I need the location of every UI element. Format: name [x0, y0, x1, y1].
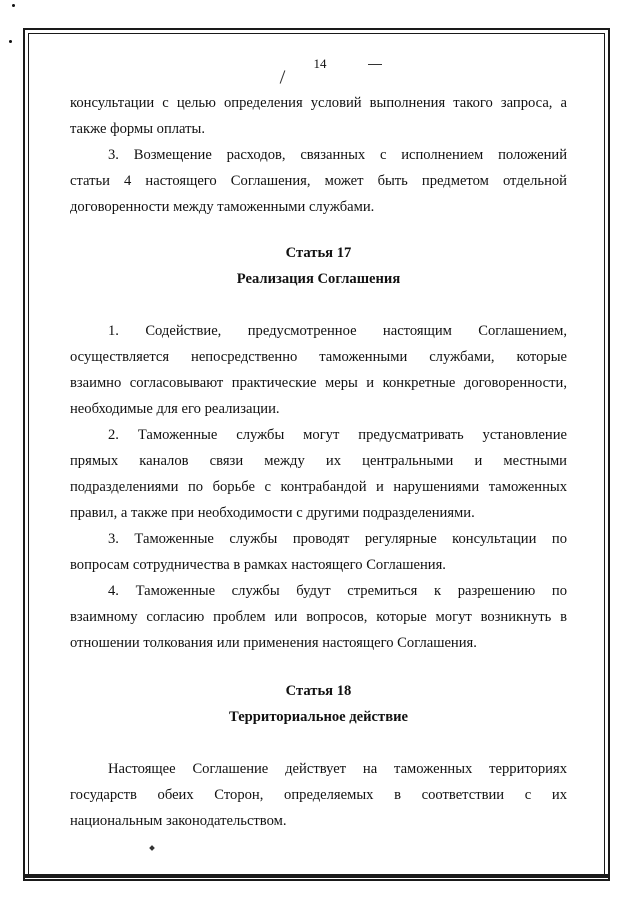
text-line: 4. Таможенные службы будут стремиться к разрешению по [108, 583, 567, 599]
article-17-heading [70, 240, 567, 292]
text-line: правил, а также при необходимости с другими подразделениями. [70, 505, 475, 521]
article-18-number: Статья 18 [285, 683, 352, 699]
document-body [70, 90, 567, 834]
text-line: необходимые для его реализации. [70, 401, 280, 417]
page-border-bottom [23, 874, 610, 878]
text-line: прямых каналов связи между их центральными и местными [70, 453, 567, 469]
text-line: 3. Таможенные службы проводят регулярные консультации по [108, 531, 567, 547]
article-17-paragraph-3 [70, 526, 567, 578]
article-18-title: Территориальное действие [229, 709, 408, 725]
text-line: Настоящее Соглашение действует на таможенных территориях [108, 761, 567, 777]
text-line: взаимному согласию проблем или вопросов, которые могут возникнуть в [70, 609, 567, 625]
text-line: консультации с целью определения условий выполнения такого запроса, а [70, 95, 567, 111]
article-17-body [70, 318, 567, 656]
text-line: 2. Таможенные службы могут предусматривать установление [108, 427, 567, 443]
text-line: статьи 4 настоящего Соглашения, может быть предметом отдельной [70, 173, 567, 189]
text-line: 1. Содействие, предусмотренное настоящим Соглашением, [108, 323, 567, 339]
text-line: национальным законодательством. [70, 813, 287, 829]
scan-speck [12, 4, 15, 7]
article-18-body [70, 756, 567, 834]
paragraph-intro-2 [70, 142, 567, 220]
text-line: подразделениями по борьбе с контрабандой и нарушениями таможенных [70, 479, 567, 495]
scan-speck [9, 40, 12, 43]
text-line: взаимно согласовывают практические меры и конкретные договоренности, [70, 375, 567, 391]
article-17-title: Реализация Соглашения [236, 271, 401, 287]
text-line: договоренности между таможенными службами. [70, 199, 375, 215]
text-line: вопросам сотрудничества в рамках настоящего Соглашения. [70, 557, 446, 573]
article-17-number: Статья 17 [285, 245, 352, 261]
text-line: осуществляется непосредственно таможенными службами, которые [70, 349, 567, 365]
article-17-paragraph-1 [70, 318, 567, 422]
text-line: государств обеих Сторон, определяемых в соответствии с их [70, 787, 567, 803]
article-17-paragraph-4 [70, 578, 567, 656]
article-18-paragraph-1 [70, 756, 567, 834]
paragraph-intro-1 [70, 90, 567, 142]
page-number: 14 [313, 56, 327, 71]
text-line: отношении толкования или применения настоящего Соглашения. [70, 635, 477, 651]
article-17-paragraph-2 [70, 422, 567, 526]
text-line: также формы оплаты. [70, 121, 205, 137]
article-18-heading [70, 678, 567, 730]
text-line: 3. Возмещение расходов, связанных с исполнением положений [108, 147, 567, 163]
